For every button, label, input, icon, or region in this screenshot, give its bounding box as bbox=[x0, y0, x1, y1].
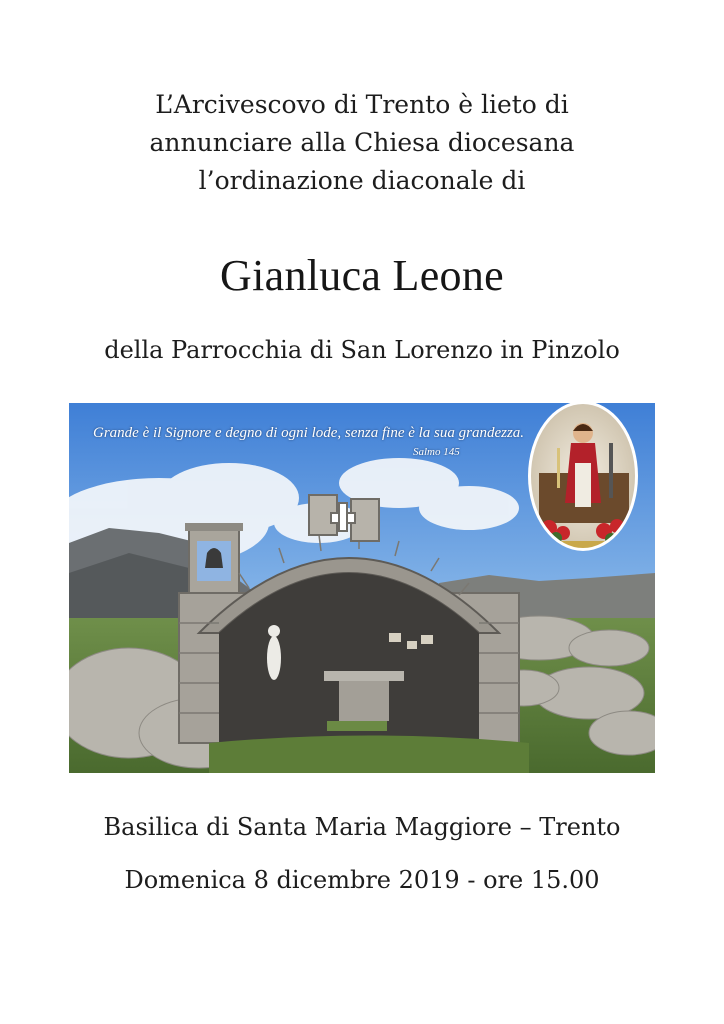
candidate-parish: della Parrocchia di San Lorenzo in Pinzolo bbox=[104, 336, 620, 364]
chapel-scene bbox=[69, 403, 655, 773]
chapel-photo bbox=[69, 403, 655, 773]
announcement-line-1: L’Arcivescovo di Trento è lieto di bbox=[155, 90, 569, 119]
event-datetime: Domenica 8 dicembre 2019 - ore 15.00 bbox=[124, 866, 600, 894]
announcement-line-2: annunciare alla Chiesa diocesana bbox=[149, 128, 575, 157]
candidate-name: Gianluca Leone bbox=[220, 251, 504, 300]
announcement-text bbox=[0, 86, 724, 200]
event-venue: Basilica di Santa Maria Maggiore – Trento bbox=[103, 813, 621, 841]
announcement-line-3: l’ordinazione diaconale di bbox=[198, 166, 526, 195]
psalm-verse: Grande è il Signore e degno di ogni lode, senza fine è la sua grandezza. bbox=[93, 425, 525, 441]
psalm-reference: Salmo 145 bbox=[413, 446, 460, 458]
